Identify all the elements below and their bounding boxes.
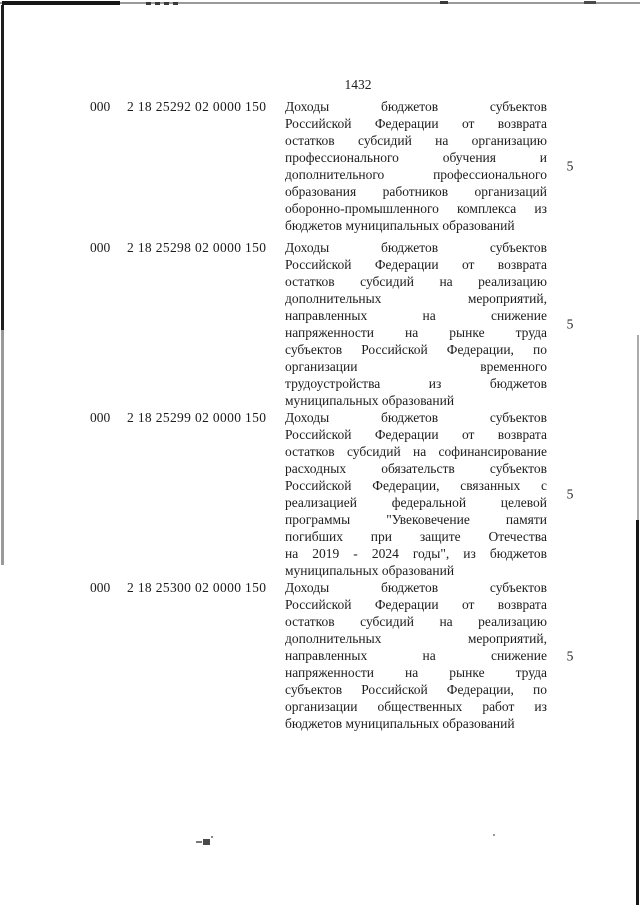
classification-code-cell: 2 18 25298 02 0000 150	[127, 240, 267, 255]
admin-code-cell: 000	[90, 99, 111, 114]
description-line: остатков субсидий на реализацию	[285, 274, 547, 289]
description-line: образования работников организаций	[285, 184, 547, 199]
note-cell: 5	[566, 648, 574, 663]
description-cell	[285, 98, 547, 234]
description-line: муниципальных образований	[285, 563, 455, 578]
description-line: Российской Федерации от возврата	[285, 597, 547, 612]
budget-codes-table	[0, 98, 640, 732]
description-line: напряженности на рынке труда	[285, 325, 547, 340]
description-line: Российской Федерации, связанных с	[285, 478, 547, 493]
scan-artifact-top-edge-dark	[2, 1, 120, 5]
table-row	[0, 98, 640, 234]
description-line: Российской Федерации от возврата	[285, 116, 547, 131]
scan-artifact-top-dashes	[146, 2, 180, 5]
scan-artifact-speck	[203, 839, 210, 845]
description-line: оборонно-промышленного комплекса из	[285, 201, 547, 216]
note-cell: 5	[566, 316, 574, 332]
classification-code-cell: 2 18 25292 02 0000 150	[127, 99, 267, 114]
description-line: расходных обязательств субъектов	[285, 461, 547, 476]
description-line: направленных на снижение	[285, 648, 547, 663]
classification-code-cell: 2 18 25299 02 0000 150	[127, 410, 267, 425]
table-row	[0, 239, 640, 409]
description-line: напряженности на рынке труда	[285, 665, 547, 680]
description-line: Доходы бюджетов субъектов	[285, 410, 547, 425]
scan-artifact-speck	[211, 836, 213, 838]
description-line: дополнительных мероприятий,	[285, 631, 547, 646]
admin-code-cell: 000	[90, 410, 111, 425]
description-line: бюджетов муниципальных образований	[285, 218, 515, 233]
description-line: дополнительных мероприятий,	[285, 291, 547, 306]
description-line: программы "Увековечение памяти	[285, 512, 547, 527]
description-line: профессионального обучения и	[285, 150, 547, 165]
description-line: трудоустройства из бюджетов	[285, 376, 547, 391]
scan-artifact-top-tick	[584, 1, 596, 4]
description-cell	[285, 409, 547, 579]
description-line: остатков субсидий на софинансирование	[285, 444, 547, 459]
note-cell: 5	[566, 158, 574, 174]
table-row	[0, 409, 640, 579]
description-line: остатков субсидий на реализацию	[285, 614, 547, 629]
description-line: Российской Федерации от возврата	[285, 257, 547, 272]
scan-artifact-speck	[196, 841, 202, 843]
description-line: Доходы бюджетов субъектов	[285, 240, 547, 255]
note-cell: 5	[566, 486, 574, 502]
description-line: организации временного	[285, 359, 547, 374]
description-line: Доходы бюджетов субъектов	[285, 99, 547, 114]
description-line: погибших при защите Отечества	[285, 529, 547, 544]
classification-code-cell: 2 18 25300 02 0000 150	[127, 580, 267, 595]
description-line: на 2019 - 2024 годы", из бюджетов	[285, 546, 547, 561]
description-line: направленных на снижение	[285, 308, 547, 323]
table-row	[0, 579, 640, 732]
description-line: организации общественных работ из	[285, 699, 547, 714]
scan-artifact-top-tick	[440, 1, 448, 4]
page-number: 1432	[344, 77, 372, 92]
description-line: субъектов Российской Федерации, по	[285, 682, 547, 697]
description-line: субъектов Российской Федерации, по	[285, 342, 547, 357]
description-line: реализацией федеральной целевой	[285, 495, 547, 510]
description-cell	[285, 239, 547, 409]
description-cell	[285, 579, 547, 732]
admin-code-cell: 000	[90, 580, 111, 595]
scan-artifact-speck	[493, 834, 495, 836]
description-line: остатков субсидий на организацию	[285, 133, 547, 148]
description-line: бюджетов муниципальных образований	[285, 716, 515, 731]
description-line: Российской Федерации от возврата	[285, 427, 547, 442]
description-line: Доходы бюджетов субъектов	[285, 580, 547, 595]
description-line: муниципальных образований	[285, 393, 455, 408]
admin-code-cell: 000	[90, 240, 111, 255]
description-line: дополнительного профессионального	[285, 167, 547, 182]
